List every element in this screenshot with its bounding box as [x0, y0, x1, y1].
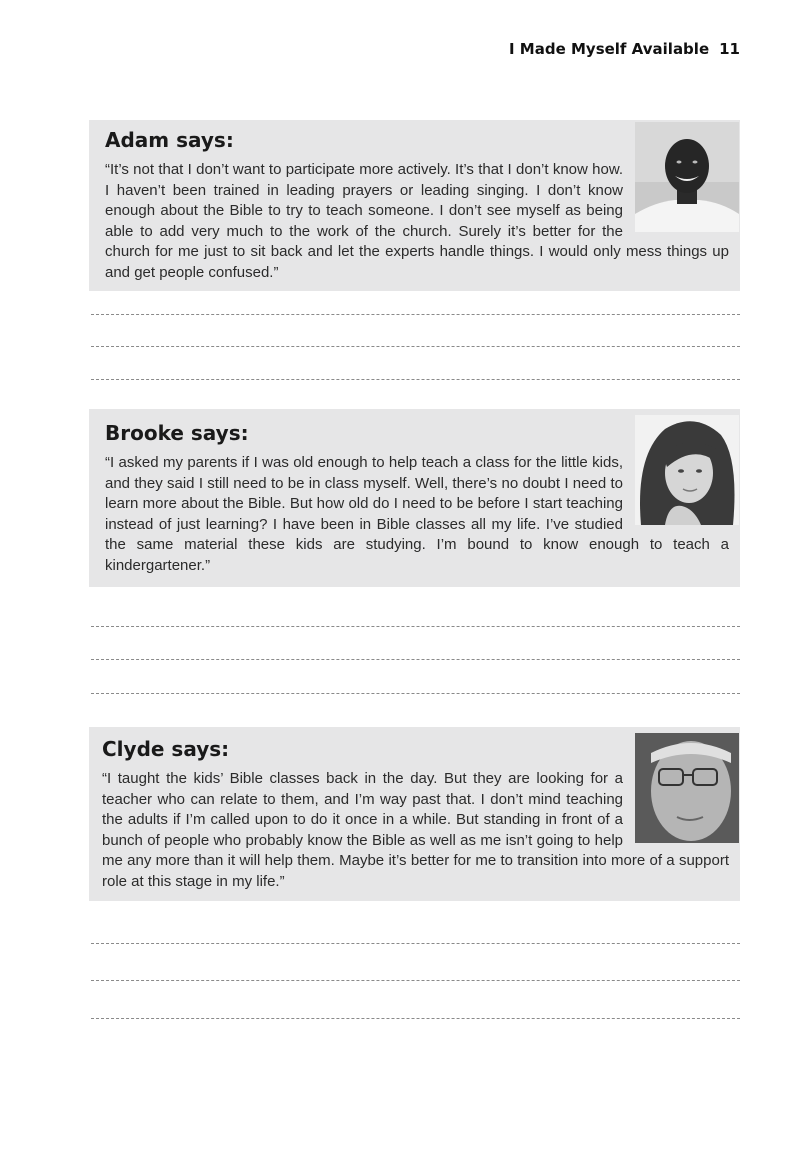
page-number: 11 [719, 40, 740, 58]
smiling-man-photo-icon [635, 122, 739, 232]
answer-line[interactable] [91, 379, 740, 380]
quote-card-adam [89, 120, 740, 291]
card-title: Adam says: [105, 128, 234, 152]
answer-line[interactable] [91, 1018, 740, 1019]
answer-line[interactable] [91, 943, 740, 944]
quote-text: “I taught the kids’ Bible classes back in the day. But they are looking for a teacher who can relate to them, and I’m way past that. I don’t mind teaching the adults if I’m called upon to do it once in a while. But standing in front of a bunch of people who probably know the Bible as well as me isn’t going to help me any more than it will help them. Maybe it’s better for me to transition into more of a support role at this stage in my life.” [102, 770, 729, 890]
answer-line[interactable] [91, 346, 740, 347]
answer-line[interactable] [91, 693, 740, 694]
card-quote [105, 453, 729, 576]
answer-line[interactable] [91, 314, 740, 315]
card-title: Brooke says: [105, 421, 249, 445]
running-header [509, 40, 740, 58]
quote-text: “I asked my parents if I was old enough to help teach a class for the little kids, and they said I still need to be in class myself. Well, there’s no doubt I need to learn more about the Bible. But how old do I need to be before I start teaching instead of just learning? I have been in Bible classes all my life. I’ve studied the same material these kids are studying. I’m bound to know enough to teach a kindergartener.” [105, 454, 729, 574]
card-title: Clyde says: [102, 737, 230, 761]
chapter-title: I Made Myself Available [509, 40, 710, 58]
older-man-glasses-photo-icon [635, 733, 739, 843]
quote-text: “It’s not that I don’t want to participate more actively. It’s that I don’t know how. I haven’t been trained in leading prayers or leading singing. I don’t know enough about the Bible to try to teach someone. I don’t see myself as being able to add very much to the work of the church. Surely it’s better for the church for me just to sit back and let the experts handle things. I would only mess things up and get people confused.” [105, 161, 729, 281]
answer-line[interactable] [91, 626, 740, 627]
young-woman-photo-icon [635, 415, 739, 525]
answer-line[interactable] [91, 980, 740, 981]
answer-line[interactable] [91, 659, 740, 660]
quote-card-clyde [89, 727, 740, 901]
quote-card-brooke [89, 409, 740, 587]
card-quote [105, 160, 729, 283]
card-quote [102, 769, 729, 892]
